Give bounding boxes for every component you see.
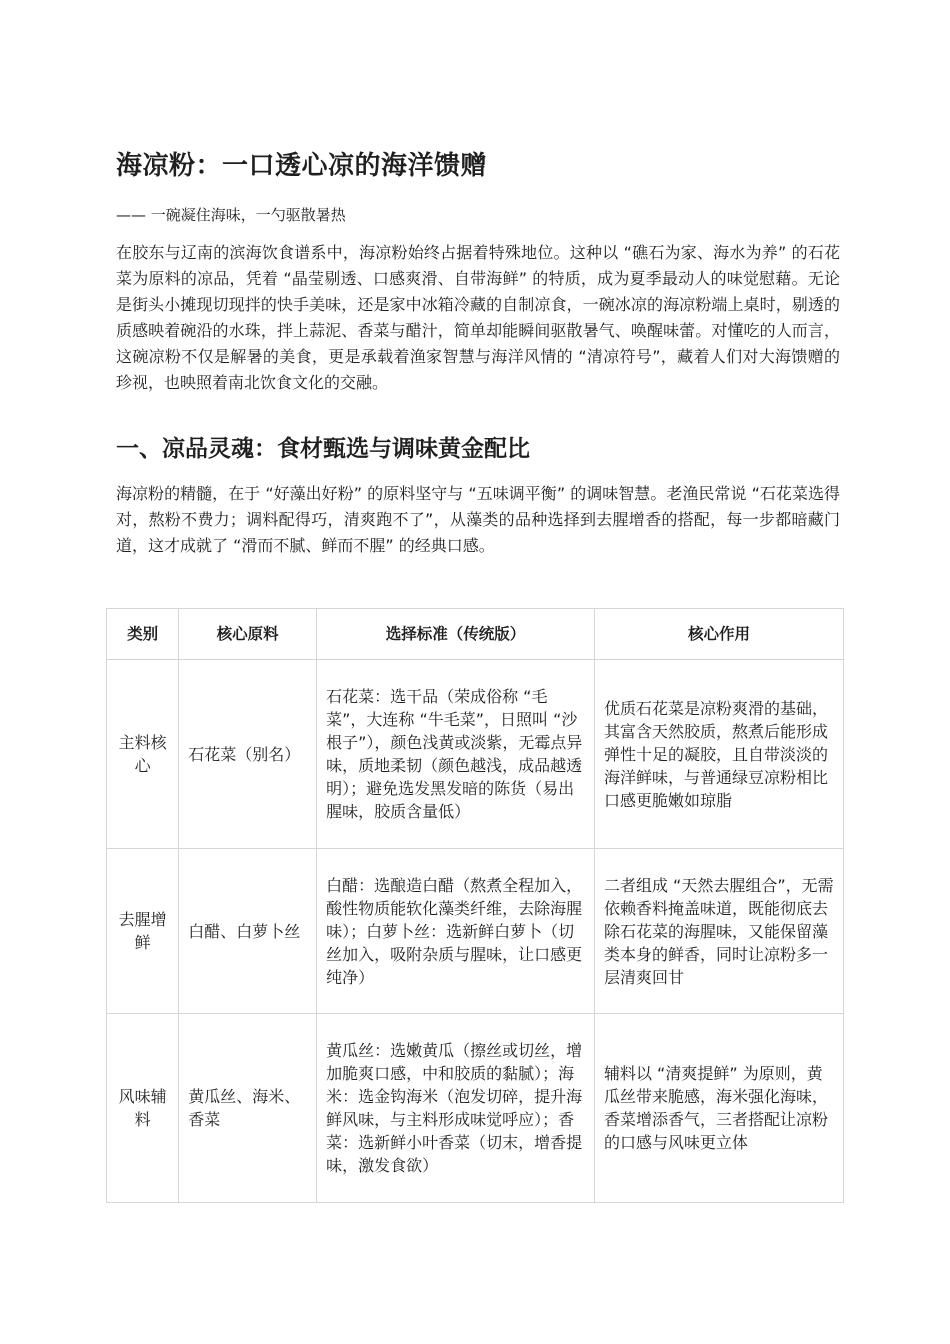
section-heading: 一、凉品灵魂：食材甄选与调味黄金配比	[116, 436, 530, 462]
ingredients-table	[106, 608, 844, 1203]
cell-standard: 黄瓜丝：选嫩黄瓜（擦丝或切丝，增加脆爽口感，中和胶质的黏腻）；海米：选金钩海米（泡发切碎，提升海鲜风味，与主料形成味觉呼应）；香菜：选新鲜小叶香菜（切末，增香提味，激发食欲）	[317, 1014, 595, 1203]
cell-standard: 白醋：选酿造白醋（熬煮全程加入，酸性物质能软化藻类纤维，去除海腥味）；白萝卜丝：选新鲜白萝卜（切丝加入，吸附杂质与腥味，让口感更纯净）	[317, 849, 595, 1014]
table-header-row	[107, 609, 844, 660]
table-row	[107, 660, 844, 849]
header-effect: 核心作用	[594, 609, 843, 660]
header-category: 类别	[107, 609, 179, 660]
cell-effect: 辅料以 “清爽提鲜” 为原则，黄瓜丝带来脆感，海米强化海味，香菜增添香气，三者搭配让凉粉的口感与风味更立体	[594, 1014, 843, 1203]
cell-ingredient: 白醋、白萝卜丝	[179, 849, 317, 1014]
cell-effect: 优质石花菜是凉粉爽滑的基础，其富含天然胶质，熬煮后能形成弹性十足的凝胶，且自带淡淡的海洋鲜味，与普通绿豆凉粉相比口感更脆嫩如琼脂	[594, 660, 843, 849]
cell-effect: 二者组成 “天然去腥组合”，无需依赖香料掩盖味道，既能彻底去除石花菜的海腥味，又能保留藻类本身的鲜香，同时让凉粉多一层清爽回甘	[594, 849, 843, 1014]
cell-category: 去腥增鲜	[107, 849, 179, 1014]
document-title: 海凉粉：一口透心凉的海洋馈赠	[116, 151, 488, 181]
section-paragraph: 海凉粉的精髓，在于 “好藻出好粉” 的原料坚守与 “五味调平衡” 的调味智慧。老渔民常说 “石花菜选得对，熬粉不费力；调料配得巧，清爽跑不了”，从藻类的品种选择到去腥增香的搭配，每一步都暗藏门道，这才成就了 “滑而不腻、鲜而不腥” 的经典口感。	[116, 484, 840, 555]
header-standard: 选择标准（传统版）	[317, 609, 595, 660]
header-ingredient: 核心原料	[179, 609, 317, 660]
table-row	[107, 849, 844, 1014]
document-subtitle: —— 一碗凝住海味，一勺驱散暑热	[116, 206, 346, 224]
cell-category: 风味辅料	[107, 1014, 179, 1203]
cell-category: 主料核心	[107, 660, 179, 849]
intro-paragraph: 在胶东与辽南的滨海饮食谱系中，海凉粉始终占据着特殊地位。这种以 “礁石为家、海水为养” 的石花菜为原料的凉品，凭着 “晶莹剔透、口感爽滑、自带海鲜” 的特质，成为夏季最动人的味觉慰藉。无论是街头小摊现切现拌的快手美味，还是家中冰箱冷藏的自制凉食，一碗冰凉的海凉粉端上桌时，剔透的质感映着碗沿的水珠，拌上蒜泥、香菜与醋汁，简单却能瞬间驱散暑气、唤醒味蕾。对懂吃的人而言，这碗凉粉不仅是解暑的美食，更是承载着渔家智慧与海洋风情的 “清凉符号”，藏着人们对大海馈赠的珍视，也映照着南北饮食文化的交融。	[116, 243, 840, 392]
cell-standard: 石花菜：选干品（荣成俗称 “毛菜”，大连称 “牛毛菜”，日照叫 “沙根子”），颜色浅黄或淡紫，无霉点异味，质地柔韧（颜色越浅，成品越透明）；避免选发黑发暗的陈货（易出腥味，胶质含量低）	[317, 660, 595, 849]
cell-ingredient: 石花菜（别名）	[179, 660, 317, 849]
cell-ingredient: 黄瓜丝、海米、香菜	[179, 1014, 317, 1203]
table-row	[107, 1014, 844, 1203]
